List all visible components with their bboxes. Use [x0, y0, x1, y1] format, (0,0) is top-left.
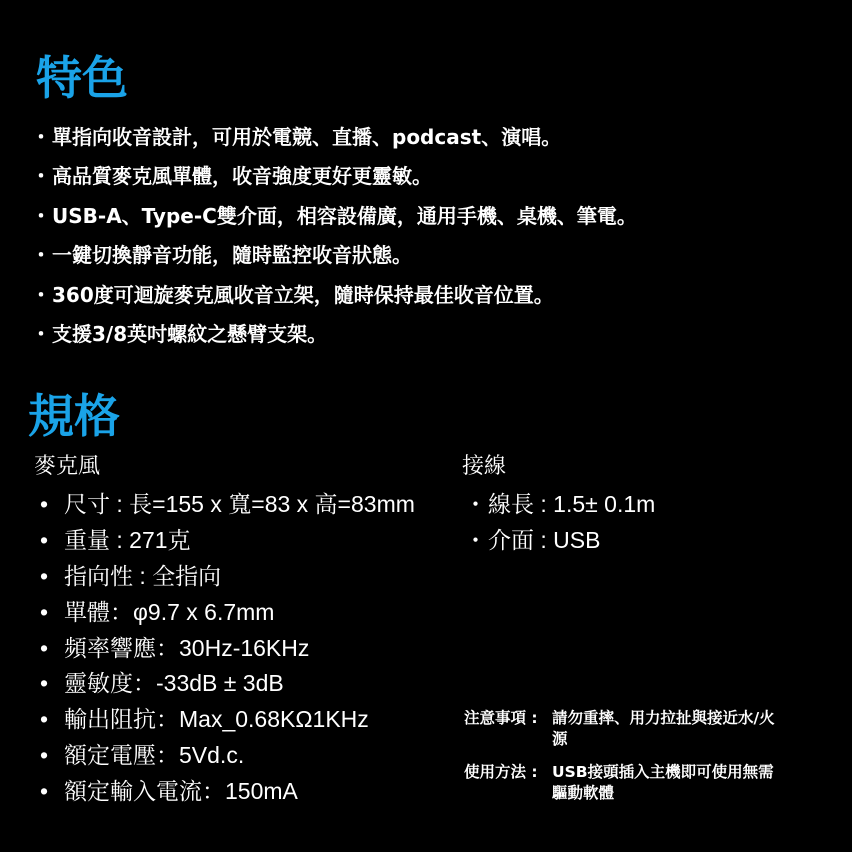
bullet: • — [40, 706, 49, 733]
feature-text: 360度可迴旋麥克風收音立架，隨時保持最佳收音位置。 — [52, 282, 554, 307]
spec-text: 額定輸入電流：150mA — [64, 778, 298, 805]
bullet: • — [40, 491, 49, 517]
bullet: ・ — [31, 282, 51, 307]
microphone-column-title: 麥克風 — [34, 454, 101, 479]
spec-item — [40, 702, 450, 738]
specs-heading: 規格 — [28, 389, 120, 443]
features-heading: 特色 — [36, 51, 128, 105]
spec-text: 尺寸 : 長=155 x 寬=83 x 高=83mm — [64, 491, 415, 517]
bullet: • — [40, 778, 49, 805]
feature-text: USB-A、Type-C雙介面，相容設備廣，通用手機、桌機、筆電。 — [52, 203, 637, 228]
spec-item — [40, 631, 450, 667]
feature-text: 高品質麥克風單體，收音強度更好更靈敏。 — [52, 164, 432, 189]
usage-text: USB接頭插入主機即可使用無需驅動軟體 — [552, 763, 774, 802]
bullet: ・ — [31, 321, 51, 346]
feature-item — [30, 236, 830, 275]
bullet: • — [40, 562, 49, 589]
spec-item — [40, 487, 450, 523]
spec-item — [40, 523, 450, 559]
connection-spec-list — [464, 487, 824, 559]
caution-text: 請勿重摔、用力拉扯與接近水/火源 — [552, 709, 775, 748]
spec-item — [40, 738, 450, 774]
microphone-spec-list — [40, 487, 450, 810]
spec-item — [40, 774, 450, 810]
spec-item — [464, 523, 824, 559]
caution-note — [464, 708, 804, 750]
spec-text: 線長 : 1.5± 0.1m — [488, 491, 656, 517]
bullet: ・ — [31, 164, 51, 189]
features-list — [30, 118, 830, 354]
bullet: • — [40, 526, 49, 553]
usage-label: 使用方法 : — [464, 763, 538, 781]
spec-item — [40, 559, 450, 595]
bullet: ・ — [31, 243, 51, 268]
connection-column-title: 接線 — [462, 454, 507, 479]
spec-item — [40, 666, 450, 702]
feature-item — [30, 157, 830, 196]
spec-text: 靈敏度：-33dB ± 3dB — [64, 670, 284, 697]
feature-text: 一鍵切換靜音功能，隨時監控收音狀態。 — [52, 243, 412, 268]
spec-text: 介面 : USB — [488, 526, 601, 553]
feature-item — [30, 276, 830, 315]
spec-item — [40, 595, 450, 631]
spec-text: 指向性 : 全指向 — [64, 562, 222, 589]
bullet: ・ — [464, 526, 487, 553]
spec-item — [464, 487, 824, 523]
bullet: ・ — [31, 125, 51, 149]
feature-item — [30, 118, 830, 157]
spec-text: 輸出阻抗：Max_0.68KΩ1KHz — [64, 706, 369, 733]
feature-text: 支援3/8英吋螺紋之懸臂支架。 — [52, 321, 328, 346]
bullet: ・ — [31, 203, 51, 228]
bullet: • — [40, 670, 49, 697]
caution-label: 注意事項 : — [464, 709, 538, 727]
bullet: • — [40, 598, 49, 625]
feature-item — [30, 315, 830, 354]
spec-text: 重量 : 271克 — [64, 526, 191, 553]
bullet: • — [40, 634, 49, 661]
spec-text: 單體：φ9.7 x 6.7mm — [64, 598, 275, 625]
bullet: ・ — [464, 491, 487, 517]
spec-text: 頻率響應：30Hz-16KHz — [64, 634, 310, 661]
feature-text: 單指向收音設計，可用於電競、直播、podcast、演唱。 — [52, 125, 562, 149]
usage-note — [464, 762, 804, 804]
bullet: • — [40, 742, 49, 769]
spec-text: 額定電壓：5Vd.c. — [64, 742, 245, 769]
feature-item — [30, 197, 830, 236]
